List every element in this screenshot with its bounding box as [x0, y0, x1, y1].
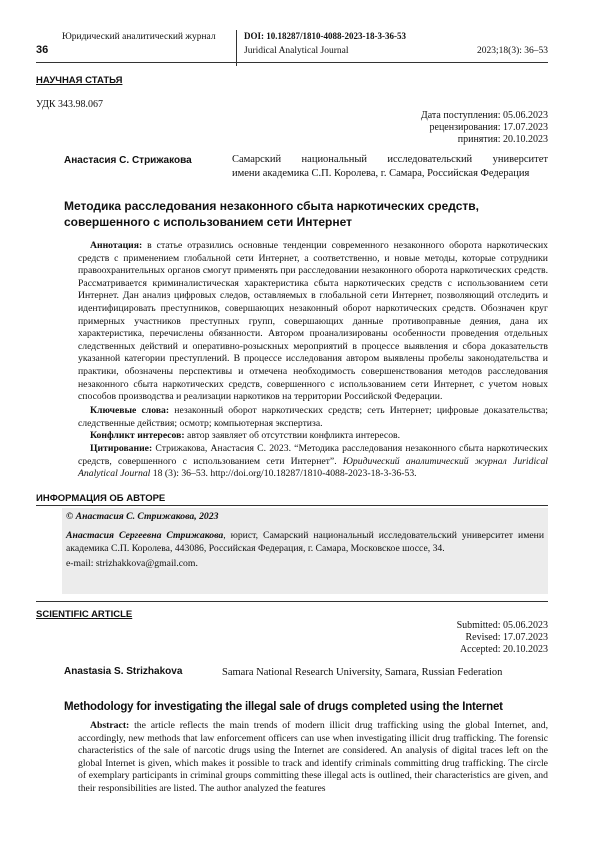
dates-en [457, 620, 548, 656]
conflict-ru [78, 430, 548, 443]
date-accepted: принятия: 20.10.2023 [457, 134, 548, 145]
date-submitted: Submitted: 05.06.2023 [456, 620, 548, 631]
doi[interactable]: DOI: 10.18287/1810-4088-2023-18-3-36-53 [244, 31, 406, 41]
affiliation-ru [232, 153, 548, 181]
date-revised: Revised: 17.07.2023 [465, 632, 548, 643]
date-received: Дата поступления: 05.06.2023 [420, 110, 548, 121]
abstract-text-ru: в статье отразились основные тенденции современного незаконного оборота наркотических средств с применением глобальной сети Интернет, а соответственно, и новые методы, которые сотрудники правоохранительных органов смогут применять при расследовании незаконного оборота наркотических средств. Рассматривается криминалистическая характеристика сбыта наркотических средств с использованием сети Интернет. Дан анализ цифровых следов, оставляемых в глобальной сети Интернет, позволяющий отследить и идентифицировать преступников, совершающих незаконный оборот наркотических средств. Обозначен круг примерных участников преступных групп, совершающих данные противоправные деяния, дана их характеристика, перечислены обязанности. Автором проанализированы особенности проведения отдельных следственных действий и оперативно-розыскных мероприятий в процессе выявления и сбора доказательств указанной категории преступлений. В процессе исследования автором выявлены пробелы законодательства и практики, обозначены перспективы и отмечена необходимость совершенствования методов расследования незаконного сбыта наркотических средств, совершенного с использованием сети Интернет, с учетом новых способов производства и реализации наркотиков на территории Российской Федерации. [78, 240, 548, 403]
date-reviewed: рецензирования: 17.07.2023 [429, 122, 548, 133]
citation-text-ru: Стрижакова, Анастасия С. 2023. “Методика расследования незаконного сбыта наркотических средств, совершенного с использованием сети Интернет”. [78, 443, 548, 467]
section-label-author-info: ИНФОРМАЦИЯ ОБ АВТОРЕ [36, 493, 166, 504]
author-copyright: © Анастасия С. Стрижакова, 2023 [66, 511, 219, 522]
citation-journal-ru: Юридический аналитический журнал Juridical Analytical Journal [78, 455, 548, 480]
section-label-en: SCIENTIFIC ARTICLE [36, 609, 133, 620]
conflict-text-ru: автор заявляет об отсутствии конфликта интересов. [184, 430, 401, 441]
author-bio [66, 530, 544, 555]
author-email[interactable]: e-mail: strizhakkova@gmail.com. [66, 558, 198, 569]
keywords-ru [78, 405, 548, 430]
citation-ru [78, 443, 548, 481]
author-name-en: Anastasia S. Strizhakova [64, 666, 183, 677]
author-name-ru: Анастасия С. Стрижакова [64, 155, 192, 166]
dates-ru [421, 110, 548, 146]
header-divider [236, 30, 237, 66]
abstract-ru [78, 240, 548, 404]
conflict-label-ru: Конфликт интересов: [90, 430, 185, 441]
author-info-rule [36, 505, 548, 506]
udk-code: УДК 343.98.067 [36, 99, 104, 110]
citation-label-ru: Цитирование: [90, 443, 153, 454]
author-full-name: Анастасия Сергеевна Стрижакова [66, 530, 224, 541]
volume-info: 2023;18(3): 36–53 [477, 46, 548, 56]
keywords-text-ru: незаконный оборот наркотических средств; сеть Интернет; цифровые доказательства; следственные действия; осмотр; компьютерная экспертиза. [78, 405, 548, 429]
affiliation-line-1: Самарский национальный исследовательский университет [232, 154, 548, 165]
header-rule [36, 62, 548, 63]
affiliation-line-2: имени академика С.П. Королева, г. Самара, Российская Федерация [232, 168, 530, 179]
keywords-label-ru: Ключевые слова: [90, 405, 170, 416]
abstract-en [78, 720, 548, 840]
section-label-ru: НАУЧНАЯ СТАТЬЯ [36, 75, 123, 86]
affiliation-en: Samara National Research University, Samara, Russian Federation [222, 667, 503, 678]
abstract-label-ru: Аннотация: [90, 240, 143, 251]
article-title-en: Methodology for investigating the illegal sale of drugs completed using the Internet [64, 701, 503, 713]
section-divider [36, 601, 548, 602]
journal-name-ru: Юридический аналитический журнал [62, 32, 216, 42]
article-title-ru: Методика расследования незаконного сбыта наркотических средств, совершенного с использованием сети Интернет [64, 199, 480, 229]
author-info-box [62, 508, 548, 594]
citation-tail-ru: 18 (3): 36–53. http://doi.org/10.18287/1810-4088-2023-18-3-36-53. [150, 468, 417, 480]
author-bio-text: , юрист, Самарский национальный исследовательский университет имени академика С.П. Королева, 443086, Российская Федерация, г. Самара, Московское шоссе, 34. [66, 530, 545, 554]
abstract-text-en: the article reflects the main trends of modern illicit drug trafficking using the global Internet, and, accordingly, new methods that law enforcement officers can use when investigating illicit drug trafficking. The forensic characteristics of the sale of narcotic drugs using the Internet are considered. An analysis of digital traces left on the global Internet is given, which makes it possible to track and identify criminals committing drug trafficking. The circle of exemplary participants in criminal groups committing these illegal acts is outlined, their characteristics are given, and their responsibilities are listed. The author analyzed the features [78, 720, 548, 794]
date-accepted-en: Accepted: 20.10.2023 [459, 644, 548, 655]
journal-name-en: Juridical Analytical Journal [244, 46, 349, 56]
page-number: 36 [36, 44, 49, 56]
abstract-label-en: Abstract: [90, 720, 130, 731]
